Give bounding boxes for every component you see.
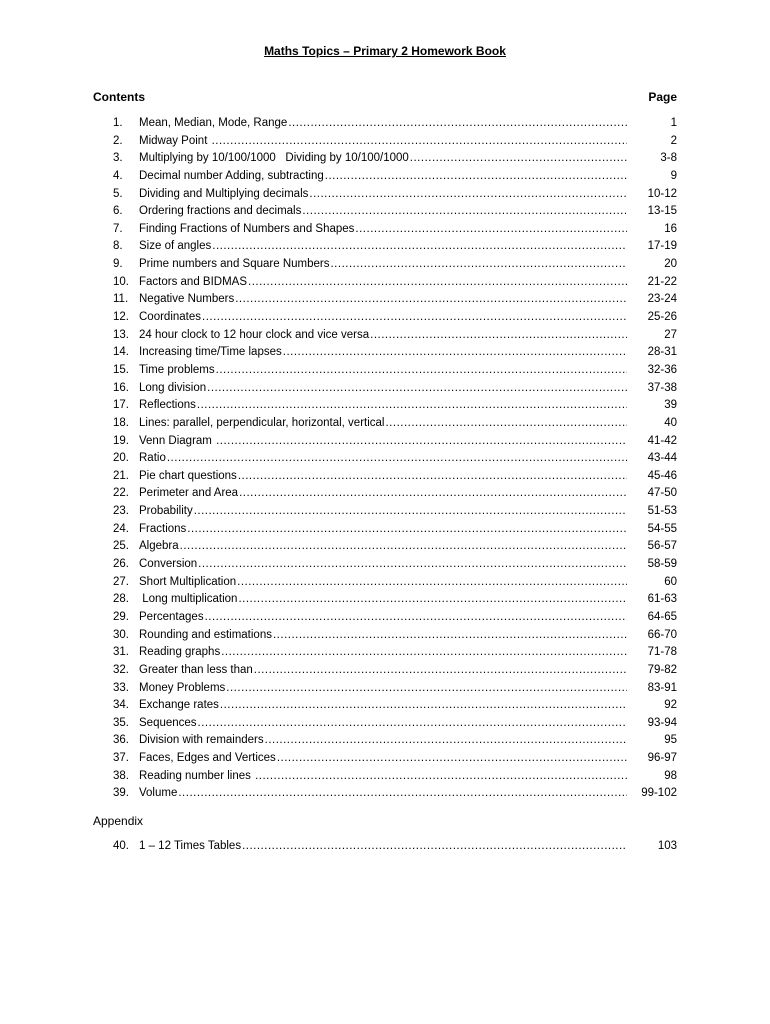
toc-entry	[0, 274, 770, 292]
dot-leader	[221, 644, 627, 662]
toc-entry	[0, 556, 770, 574]
dot-leader	[212, 238, 627, 256]
toc-entry-title: Reflections	[139, 399, 196, 412]
dot-leader	[370, 327, 627, 345]
toc-entry-page: 56-57	[647, 540, 677, 553]
dot-leader	[205, 609, 627, 627]
toc-entry-page: 66-70	[647, 628, 677, 641]
dot-leader	[220, 697, 627, 715]
toc-entry-leader	[139, 521, 627, 539]
toc-entry-leader	[139, 468, 627, 486]
toc-entry-title: Increasing time/Time lapses	[139, 346, 282, 359]
dot-leader	[248, 274, 627, 292]
toc-entry-number: 5.	[113, 187, 123, 200]
toc-entry-leader	[139, 291, 627, 309]
toc-entry-number: 35.	[113, 716, 129, 729]
dot-leader	[178, 785, 627, 803]
toc-entry-leader	[139, 309, 627, 327]
toc-entry-page: 17-19	[647, 240, 677, 253]
dot-leader	[288, 115, 627, 133]
toc-entry	[0, 732, 770, 750]
dot-leader	[198, 556, 627, 574]
toc-entry	[0, 256, 770, 274]
dot-leader	[385, 415, 627, 433]
toc-entry-page: 43-44	[647, 452, 677, 465]
dot-leader	[235, 291, 627, 309]
dot-leader	[197, 397, 627, 415]
toc-entry-number: 7.	[113, 222, 123, 235]
toc-entry	[0, 362, 770, 380]
toc-entry-number: 8.	[113, 240, 123, 253]
toc-entry	[0, 838, 770, 856]
toc-entry	[0, 715, 770, 733]
toc-entry-leader	[139, 662, 627, 680]
appendix-list	[0, 838, 770, 856]
toc-entry	[0, 115, 770, 133]
toc-entry-title: Prime numbers and Square Numbers	[139, 258, 330, 271]
toc-entry-title: Pie chart questions	[139, 469, 237, 482]
dot-leader	[216, 362, 627, 380]
toc-entry-leader	[139, 715, 627, 733]
toc-entry-page: 95	[664, 734, 677, 747]
toc-entry	[0, 433, 770, 451]
toc-entry-leader	[139, 397, 627, 415]
dot-leader	[212, 133, 627, 151]
toc-entry-number: 40.	[113, 840, 129, 852]
toc-entry-leader	[139, 591, 627, 609]
toc-entry-leader	[139, 697, 627, 715]
toc-entry-title: Multiplying by 10/100/1000 Dividing by 10/100/1000	[139, 152, 409, 165]
toc-entry	[0, 785, 770, 803]
toc-entry-number: 29.	[113, 610, 129, 623]
toc-entry-page: 83-91	[647, 681, 677, 694]
toc-entry-page: 71-78	[647, 646, 677, 659]
dot-leader	[283, 344, 627, 362]
toc-entry-page: 32-36	[647, 363, 677, 376]
toc-entry-page: 21-22	[647, 275, 677, 288]
toc-entry	[0, 503, 770, 521]
toc-entry	[0, 186, 770, 204]
toc-entry-leader	[139, 750, 627, 768]
toc-entry	[0, 291, 770, 309]
toc-entry	[0, 485, 770, 503]
toc-entry-title: Rounding and estimations	[139, 628, 272, 641]
toc-entry-leader	[139, 680, 627, 698]
toc-entry-number: 37.	[113, 752, 129, 765]
toc-entry-leader	[139, 485, 627, 503]
toc-entry-page: 99-102	[641, 787, 677, 800]
toc-entry	[0, 415, 770, 433]
toc-entry-leader	[139, 115, 627, 133]
toc-entry-title: Reading number lines	[139, 769, 255, 782]
toc-entry	[0, 344, 770, 362]
toc-entry-number: 23.	[113, 505, 129, 518]
toc-entry-page: 40	[664, 416, 677, 429]
toc-entry-number: 4.	[113, 169, 123, 182]
toc-entry-page: 25-26	[647, 311, 677, 324]
toc-entry-page: 13-15	[647, 205, 677, 218]
toc-entry-title: Size of angles	[139, 240, 212, 253]
toc-entry-number: 34.	[113, 699, 129, 712]
toc-entry-leader	[139, 221, 627, 239]
dot-leader	[309, 186, 627, 204]
toc-entry-title: Percentages	[139, 610, 204, 623]
dot-leader	[180, 538, 627, 556]
toc-entry	[0, 662, 770, 680]
toc-entry-number: 15.	[113, 363, 129, 376]
toc-entry-leader	[139, 627, 627, 645]
toc-entry-leader	[139, 768, 627, 786]
toc-entry-page: 92	[664, 699, 677, 712]
toc-entry	[0, 680, 770, 698]
toc-entry	[0, 521, 770, 539]
toc-entry-title: Sequences	[139, 716, 197, 729]
toc-entry-title: Dividing and Multiplying decimals	[139, 187, 309, 200]
toc-entry-page: 98	[664, 769, 677, 782]
dot-leader	[302, 203, 627, 221]
toc-entry-page: 39	[664, 399, 677, 412]
dot-leader	[238, 468, 627, 486]
toc-entry-title: 24 hour clock to 12 hour clock and vice versa	[139, 328, 370, 341]
dot-leader	[255, 768, 627, 786]
toc-entry-leader	[139, 133, 627, 151]
toc-entry-leader	[139, 380, 627, 398]
dot-leader	[226, 680, 627, 698]
dot-leader	[238, 591, 627, 609]
document-title: Maths Topics – Primary 2 Homework Book	[264, 44, 506, 58]
toc-entry-page: 61-63	[647, 593, 677, 606]
toc-entry-leader	[139, 203, 627, 221]
toc-entry-leader	[139, 168, 627, 186]
toc-entry	[0, 203, 770, 221]
dot-leader	[355, 221, 627, 239]
dot-leader	[277, 750, 627, 768]
toc-entry-leader	[139, 838, 627, 856]
toc-entry-title: Midway Point	[139, 134, 211, 147]
toc-entry-number: 3.	[113, 152, 123, 165]
toc-entry-number: 26.	[113, 558, 129, 571]
toc-entry-number: 1.	[113, 117, 123, 129]
toc-entry-number: 27.	[113, 575, 129, 588]
toc-entry-page: 58-59	[647, 558, 677, 571]
toc-entry	[0, 150, 770, 168]
toc-entry-title: Ratio	[139, 452, 166, 465]
toc-entry	[0, 591, 770, 609]
dot-leader	[330, 256, 627, 274]
dot-leader	[167, 450, 627, 468]
toc-entry-title: Short Multiplication	[139, 575, 237, 588]
toc-entry-title: Finding Fractions of Numbers and Shapes	[139, 222, 355, 235]
toc-entry-title: Exchange rates	[139, 699, 219, 712]
toc-entry-page: 79-82	[647, 663, 677, 676]
toc-entry-leader	[139, 274, 627, 292]
toc-entry-title: Negative Numbers	[139, 293, 235, 306]
toc-entry-leader	[139, 186, 627, 204]
toc-entry-page: 27	[664, 328, 677, 341]
dot-leader	[187, 521, 627, 539]
toc-entry-number: 20.	[113, 452, 129, 465]
toc-entry	[0, 574, 770, 592]
toc-entry-page: 2	[670, 134, 677, 147]
toc-entry-leader	[139, 327, 627, 345]
toc-entry-title: Coordinates	[139, 311, 202, 324]
dot-leader	[194, 503, 627, 521]
toc-entry-page: 96-97	[647, 752, 677, 765]
toc-entry	[0, 768, 770, 786]
toc-entry	[0, 380, 770, 398]
toc-entry-number: 9.	[113, 258, 123, 271]
toc-entry	[0, 644, 770, 662]
toc-entry-leader	[139, 238, 627, 256]
toc-entry-number: 6.	[113, 205, 123, 218]
toc-entry-number: 31.	[113, 646, 129, 659]
toc-entry-title: Money Problems	[139, 681, 226, 694]
toc-entry	[0, 609, 770, 627]
toc-entry-title: Volume	[139, 787, 178, 800]
toc-entry-leader	[139, 785, 627, 803]
toc-entry	[0, 168, 770, 186]
toc-entry-leader	[139, 644, 627, 662]
toc-entry-leader	[139, 609, 627, 627]
toc-entry-leader	[139, 415, 627, 433]
toc-entry	[0, 750, 770, 768]
toc-entry-number: 38.	[113, 769, 129, 782]
toc-entry-title: Algebra	[139, 540, 179, 553]
toc-entry	[0, 309, 770, 327]
toc-entry-leader	[139, 362, 627, 380]
toc-entry-number: 17.	[113, 399, 129, 412]
toc-entry-number: 14.	[113, 346, 129, 359]
toc-entry	[0, 627, 770, 645]
toc-entry-leader	[139, 538, 627, 556]
dot-leader	[202, 309, 627, 327]
table-of-contents	[0, 115, 770, 803]
toc-entry-number: 12.	[113, 311, 129, 324]
toc-entry-page: 28-31	[647, 346, 677, 359]
dot-leader	[242, 838, 627, 856]
dot-leader	[273, 627, 627, 645]
toc-entry-page: 103	[657, 840, 677, 852]
toc-entry-page: 20	[664, 258, 677, 271]
toc-entry-page: 37-38	[647, 381, 677, 394]
toc-entry-page: 45-46	[647, 469, 677, 482]
toc-entry	[0, 450, 770, 468]
dot-leader	[410, 150, 627, 168]
toc-entry-title: Conversion	[139, 558, 198, 571]
dot-leader	[239, 485, 627, 503]
toc-entry-page: 51-53	[647, 505, 677, 518]
toc-entry-title: Faces, Edges and Vertices	[139, 752, 276, 765]
toc-entry-leader	[139, 732, 627, 750]
toc-entry-number: 25.	[113, 540, 129, 553]
toc-entry-page: 93-94	[647, 716, 677, 729]
dot-leader	[207, 380, 627, 398]
toc-entry-leader	[139, 150, 627, 168]
dot-leader	[198, 715, 627, 733]
toc-entry-title: 1 – 12 Times Tables	[139, 840, 242, 852]
toc-entry-leader	[139, 556, 627, 574]
toc-entry-number: 19.	[113, 434, 129, 447]
page-column-heading: Page	[648, 90, 677, 104]
toc-entry-title: Greater than less than	[139, 663, 253, 676]
toc-entry-number: 24.	[113, 522, 129, 535]
toc-entry-number: 2.	[113, 134, 123, 147]
toc-entry	[0, 468, 770, 486]
toc-entry-page: 41-42	[647, 434, 677, 447]
toc-entry-number: 30.	[113, 628, 129, 641]
toc-entry-title: Reading graphs	[139, 646, 221, 659]
dot-leader	[216, 433, 627, 451]
toc-entry	[0, 221, 770, 239]
toc-entry-title: Factors and BIDMAS	[139, 275, 248, 288]
toc-entry-number: 22.	[113, 487, 129, 500]
toc-entry-page: 1	[670, 117, 677, 129]
toc-entry-leader	[139, 574, 627, 592]
toc-entry-title: Long division	[139, 381, 207, 394]
toc-entry-number: 16.	[113, 381, 129, 394]
toc-entry-page: 47-50	[647, 487, 677, 500]
toc-entry-title: Division with remainders	[139, 734, 264, 747]
toc-entry	[0, 238, 770, 256]
toc-entry-number: 39.	[113, 787, 129, 800]
toc-entry	[0, 133, 770, 151]
toc-entry-number: 21.	[113, 469, 129, 482]
dot-leader	[265, 732, 627, 750]
toc-entry	[0, 327, 770, 345]
dot-leader	[254, 662, 627, 680]
contents-heading: Contents	[93, 90, 145, 104]
toc-entry-number: 33.	[113, 681, 129, 694]
toc-entry-title: Perimeter and Area	[139, 487, 239, 500]
toc-entry-title: Probability	[139, 505, 193, 518]
toc-entry-page: 64-65	[647, 610, 677, 623]
toc-entry-page: 10-12	[647, 187, 677, 200]
toc-entry	[0, 538, 770, 556]
appendix-heading: Appendix	[93, 814, 144, 828]
toc-entry-number: 32.	[113, 663, 129, 676]
toc-entry-number: 36.	[113, 734, 129, 747]
dot-leader	[237, 574, 627, 592]
toc-entry-page: 23-24	[647, 293, 677, 306]
toc-entry-title: Ordering fractions and decimals	[139, 205, 302, 218]
toc-entry-page: 60	[664, 575, 677, 588]
toc-entry-title: Time problems	[139, 363, 215, 376]
toc-entry-leader	[139, 503, 627, 521]
toc-entry-title: Decimal number Adding, subtracting	[139, 169, 324, 182]
toc-entry-number: 11.	[113, 293, 129, 306]
toc-entry-number: 28.	[113, 593, 129, 606]
toc-entry-leader	[139, 450, 627, 468]
dot-leader	[325, 168, 627, 186]
toc-entry-title: Lines: parallel, perpendicular, horizontal, vertical	[139, 416, 385, 429]
toc-entry-title: Venn Diagram	[139, 434, 216, 447]
toc-entry-page: 16	[664, 222, 677, 235]
toc-entry	[0, 697, 770, 715]
toc-entry	[0, 397, 770, 415]
toc-entry-title: Mean, Median, Mode, Range	[139, 117, 288, 129]
toc-entry-page: 3-8	[660, 152, 677, 165]
toc-entry-page: 54-55	[647, 522, 677, 535]
toc-entry-page: 9	[670, 169, 677, 182]
toc-entry-number: 10.	[113, 275, 129, 288]
toc-entry-number: 18.	[113, 416, 129, 429]
toc-entry-title: Fractions	[139, 522, 187, 535]
toc-entry-leader	[139, 256, 627, 274]
toc-entry-number: 13.	[113, 328, 129, 341]
toc-entry-title: Long multiplication	[139, 593, 238, 606]
toc-entry-leader	[139, 344, 627, 362]
toc-entry-leader	[139, 433, 627, 451]
